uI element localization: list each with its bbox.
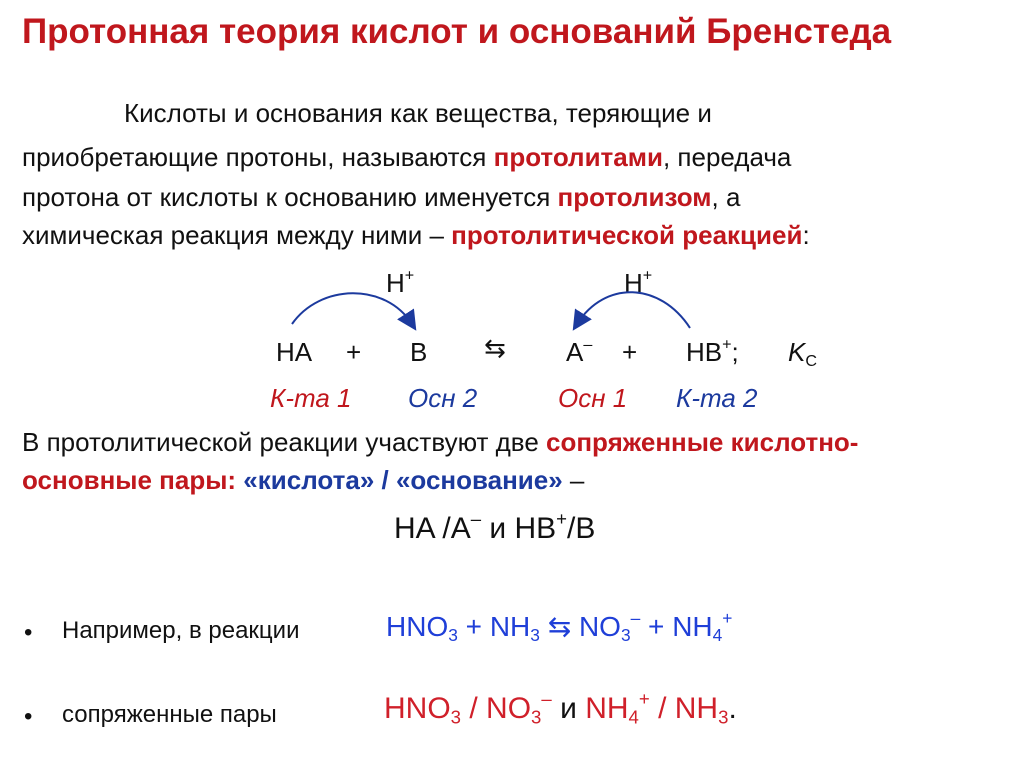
label-base-2: Осн 2 xyxy=(408,383,478,413)
conjugate-pairs-text: сопряженные пары xyxy=(62,701,277,728)
pairs-formula: HA /A– и HB+/B xyxy=(394,507,596,545)
pairs-line-1: В протолитической реакции участвуют две сопряженные кислотно- xyxy=(22,427,859,457)
species-ha: HA xyxy=(276,337,313,367)
proton-left: H+ xyxy=(386,266,415,298)
pairs-line-2: основные пары: «кислота» / «основание» – xyxy=(22,465,585,495)
plus-1: + xyxy=(346,337,362,367)
species-b: B xyxy=(410,337,428,367)
plus-2: + xyxy=(622,337,638,367)
constant-kc: $K_C$ xyxy=(788,337,817,370)
intro-text: , передача xyxy=(662,142,792,172)
species-hb: HB+; xyxy=(686,335,739,367)
conjugate-pairs-formula: $HNO_3 / NO_3^-$ и $NH_4^+ / NH_3$. xyxy=(384,687,737,728)
bullet-2: • xyxy=(24,703,33,730)
label-base-1: Осн 1 xyxy=(558,383,628,413)
arrow-hb-to-a xyxy=(577,292,690,328)
term-protolity: протолитами xyxy=(493,142,663,172)
example-reaction: $HNO_3 + NH_3$ ⇆ $NO_3^- + NH_4^+$ xyxy=(386,607,733,646)
intro-text: протона от кислоты к основанию именуется xyxy=(22,182,558,212)
intro-text: : xyxy=(802,220,810,250)
intro-line-1: Кислоты и основания как вещества, теряющие и xyxy=(124,98,712,128)
label-acid-1: К-та 1 xyxy=(270,383,352,413)
example-text: Например, в реакции xyxy=(62,617,300,644)
proton-right: H+ xyxy=(624,266,653,298)
slide-title: Протонная теория кислот и оснований Бренстеда xyxy=(22,12,892,51)
intro-text: химическая реакция между ними – xyxy=(22,220,452,250)
equilibrium-icon: ⇆ xyxy=(484,333,506,363)
term-acid-base: «кислота» / «основание» xyxy=(243,465,563,495)
bullet-1: • xyxy=(24,619,33,646)
label-acid-2: К-та 2 xyxy=(676,383,758,413)
term-protolytic-reaction: протолитической реакцией xyxy=(451,220,803,250)
term-protoliz: протолизом xyxy=(557,182,712,212)
intro-text: , а xyxy=(711,182,741,212)
term-conjugate-pairs: сопряженные кислотно- xyxy=(546,427,859,457)
arrow-ha-to-b xyxy=(292,293,412,324)
intro-text: приобретающие протоны, называются xyxy=(22,142,494,172)
species-a: A– xyxy=(566,335,593,367)
